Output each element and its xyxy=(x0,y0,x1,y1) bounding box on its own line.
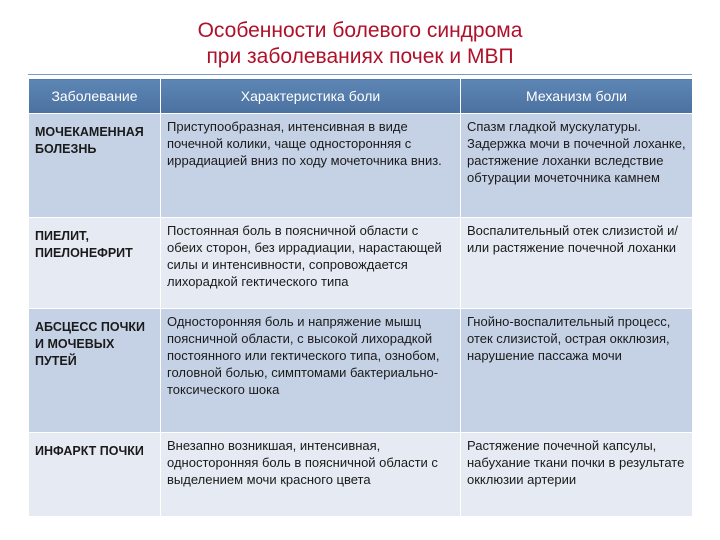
mechanism-cell: Воспалительный отек слизистой и/или растяжение почечной лоханки xyxy=(461,218,693,309)
table-row xyxy=(29,433,693,517)
disease-cell: ПИЕЛИТ, ПИЕЛОНЕФРИТ xyxy=(29,218,161,309)
slide-title xyxy=(0,18,720,70)
table-row xyxy=(29,114,693,218)
disease-cell: АБСЦЕСС ПОЧКИ И МОЧЕВЫХ ПУТЕЙ xyxy=(29,309,161,433)
table-header-row xyxy=(29,79,693,114)
table-row xyxy=(29,218,693,309)
mechanism-cell: Гнойно-воспалительный процесс, отек слизистой, острая окклюзия, нарушение пассажа мочи xyxy=(461,309,693,433)
characteristic-cell: Постоянная боль в поясничной области с обеих сторон, без иррадиации, нарастающей силы и интенсивности, сопровождается лихорадкой гектического типа xyxy=(161,218,461,309)
disease-cell: МОЧЕКАМЕННАЯ БОЛЕЗНЬ xyxy=(29,114,161,218)
characteristic-cell: Внезапно возникшая, интенсивная, односторонняя боль в поясничной области с выделением мочи красного цвета xyxy=(161,433,461,517)
pain-syndrome-table xyxy=(28,78,693,517)
title-divider xyxy=(28,74,692,75)
mechanism-cell: Спазм гладкой мускулатуры. Задержка мочи в почечной лоханке, растяжение лоханки вследствие обтурации мочеточника камнем xyxy=(461,114,693,218)
disease-cell: ИНФАРКТ ПОЧКИ xyxy=(29,433,161,517)
header-disease: Заболевание xyxy=(29,79,161,114)
characteristic-cell: Приступообразная, интенсивная в виде почечной колики, чаще односторонняя с иррадиацией вниз по ходу мочеточника вниз. xyxy=(161,114,461,218)
table-row xyxy=(29,309,693,433)
header-mechanism: Механизм боли xyxy=(461,79,693,114)
title-line-1: Особенности болевого синдрома xyxy=(197,19,523,42)
characteristic-cell: Односторонняя боль и напряжение мышц поясничной области, с высокой лихорадкой постоянного или гектического типа, ознобом, головной болью, симптомами бактериально-токсического шока xyxy=(161,309,461,433)
mechanism-cell: Растяжение почечной капсулы, набухание ткани почки в результате окклюзии артерии xyxy=(461,433,693,517)
title-line-2: при заболеваниях почек и МВП xyxy=(206,45,514,68)
header-characteristic: Характеристика боли xyxy=(161,79,461,114)
